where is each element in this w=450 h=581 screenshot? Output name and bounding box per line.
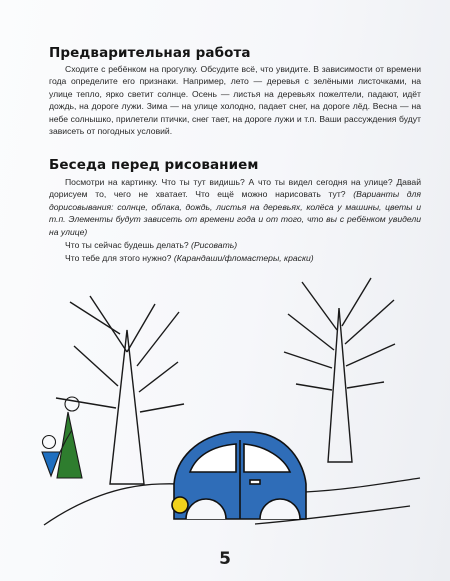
section-title-preliminary-work: Предварительная работа: [49, 45, 251, 61]
car-door-handle: [250, 480, 260, 484]
coloring-illustration: [0, 262, 450, 542]
car-headlight: [172, 497, 188, 513]
child-figure: [42, 397, 82, 478]
question-2: Что тебе для этого нужно?: [65, 253, 174, 263]
child-head-2: [65, 397, 79, 411]
question-1: Что ты сейчас будешь делать?: [65, 240, 192, 250]
car: [172, 432, 306, 519]
child-hat: [42, 452, 60, 476]
child-head: [43, 436, 56, 449]
right-tree: [284, 278, 395, 462]
answer-1: (Рисовать): [191, 240, 238, 250]
drawing-variants-note: (Варианты для дорисовывания: солнце, облака, дождь, листья на деревьях, колёса у машины, цветы и т.п. Элементы будут зависеть от времени года и от того, что вы с ребёнком увидели на улице): [49, 189, 421, 237]
section-title-conversation: Беседа перед рисованием: [49, 157, 259, 173]
preliminary-work-paragraph: Сходите с ребёнком на прогулку. Обсудите всё, что увидите. В зависимости от времени года определите его признаки. Например, лето — деревья с зелёными листочками, на улице тепло, ярко светит солнце. Осень — листья на деревьях пожелтели, падают, идёт дождь, на дороге лужи. Зима — на улице холодно, падает снег, на дороге лёд. Весна — на небе солнышко, прилетели птички, снег тает, на дороге лужи и т.п. Ваши рассуждения будут зависеть от погодных условий.: [49, 64, 421, 137]
answer-2: (Карандаши/фломастеры, краски): [173, 253, 314, 263]
child-coat: [57, 412, 82, 478]
conversation-intro: Посмотри на картинку. Что ты тут видишь? А что ты видел сегодня на улице? Давай дорисуем то, чего не хватает. Что ещё можно нарисовать тут?: [49, 177, 421, 200]
conversation-paragraph: [49, 176, 421, 238]
page-number: 5: [219, 549, 231, 569]
question-line-1: [65, 239, 237, 251]
